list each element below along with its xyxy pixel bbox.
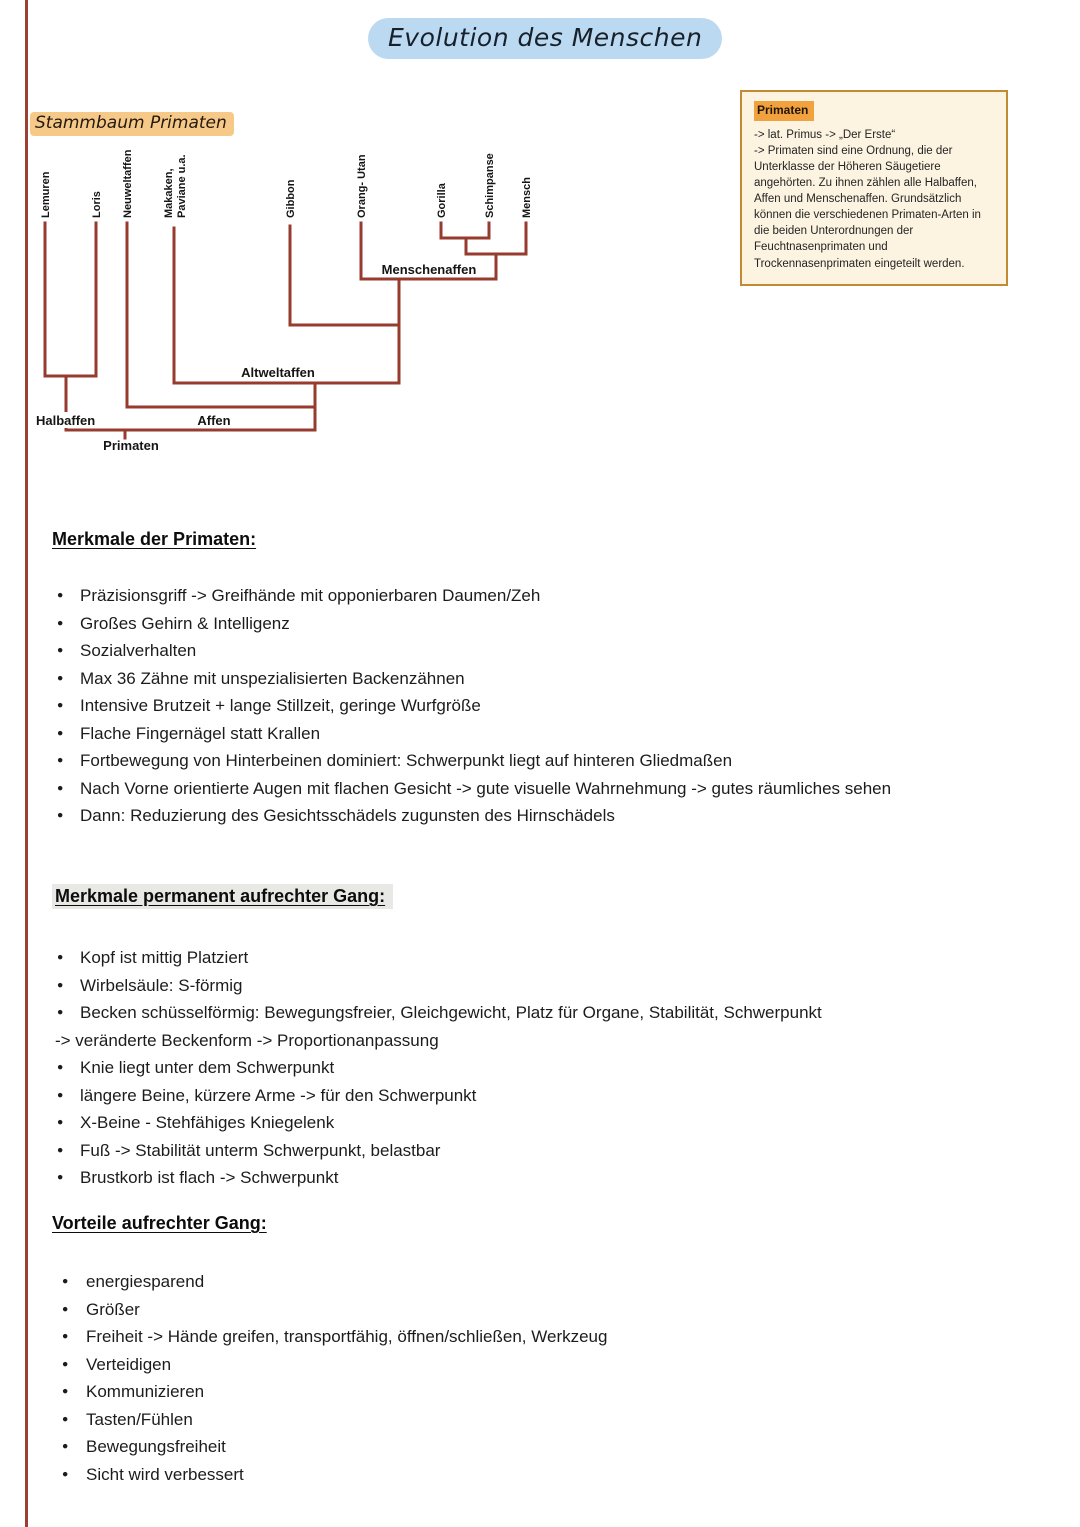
bullet-item: ● Knie liegt unter dem Schwerpunkt [52,1054,1060,1082]
section-heading: Merkmale der Primaten: [52,529,257,549]
section-merkmale-primaten [52,528,1060,830]
bullet-item: ● Präzisionsgriff -> Greifhände mit opponierbaren Daumen/Zeh [52,582,1060,610]
tree-node-halbaffen: Halbaffen [36,413,96,428]
bullet-item: ● Verteidigen [52,1351,1060,1379]
bullet-item: ● Großes Gehirn & Intelligenz [52,610,1060,638]
bullet-list [52,944,1060,1192]
bullet-item: ● Intensive Brutzeit + lange Stillzeit, geringe Wurfgröße [52,692,1060,720]
tree-leaf-neuweltaffen: Neuweltaffen [122,149,134,218]
bullet-item: ● Kopf ist mittig Platziert [52,944,1060,972]
bullet-item: ● Bewegungsfreiheit [52,1433,1060,1461]
bullet-item: ● Kommunizieren [52,1378,1060,1406]
tree-leaf-orang-utan: Orang- Utan [356,154,368,218]
bullet-item: ● längere Beine, kürzere Arme -> für den Schwerpunkt [52,1082,1060,1110]
info-box-line1: -> lat. Primus -> „Der Erste“ [754,128,896,141]
bullet-list [52,1268,1060,1488]
section-heading: Vorteile aufrechter Gang: [52,1213,267,1233]
tree-node-menschenaffen: Menschenaffen [381,262,477,277]
info-box-title: Primaten [754,101,814,121]
note-line: -> veränderte Beckenform -> Proportionanpassung [55,1030,439,1050]
section-heading: Merkmale permanent aufrechter Gang: [52,884,393,909]
bullet-item: ● Nach Vorne orientierte Augen mit flachen Gesicht -> gute visuelle Wahrnehmung -> gutes räumliches sehen [52,775,1060,803]
info-box-body: -> Primaten sind eine Ordnung, die der Unterklasse der Höheren Säugetiere angehörten. Zu ihnen zählen alle Halbaffen, Affen und Menschenaffen. Grundsätzlich können die verschiedenen Primaten-Arten in die beiden Unterordnungen der Feuchtnasenprimaten und Trockennasenprimaten eingeteilt werden. [754,144,981,270]
bullet-item: ● Größer [52,1296,1060,1324]
bullet-list [52,582,1060,830]
tree-lines [45,223,526,438]
tree-node-altweltaffen: Altweltaffen [241,365,315,380]
bullet-item: ● Wirbelsäule: S-förmig [52,972,1060,1000]
tree-leaf-schimpanse: Schimpanse [484,153,496,218]
bullet-item: ● Becken schüsselförmig: Bewegungsfreier, Gleichgewicht, Platz für Organe, Stabilität, Schwerpunkt [52,999,1060,1027]
bullet-item: ● Freiheit -> Hände greifen, transportfähig, öffnen/schließen, Werkzeug [52,1323,1060,1351]
primaten-info-box [740,90,1008,286]
bullet-item: ● Max 36 Zähne mit unspezialisierten Backenzähnen [52,665,1060,693]
tree-leaf-gibbon: Gibbon [285,179,297,218]
bullet-item: ● Brustkorb ist flach -> Schwerpunkt [52,1164,1060,1192]
bullet-item: ● Dann: Reduzierung des Gesichtsschädels zugunsten des Hirnschädels [52,802,1060,830]
bullet-item: ● Sicht wird verbessert [52,1461,1060,1489]
bullet-item: ● Tasten/Fühlen [52,1406,1060,1434]
page-title: Evolution des Menschen [388,23,703,52]
section-aufrechter-gang [52,884,1060,1192]
bullet-item: ● energiesparend [52,1268,1060,1296]
bullet-item: ● Flache Fingernägel statt Krallen [52,720,1060,748]
primate-phylogenetic-tree [0,0,720,470]
tree-node-primaten: Primaten [103,438,159,453]
tree-caption-highlight [30,112,234,136]
section-vorteile [52,1212,1060,1488]
tree-leaf-lemuren: Lemuren [40,171,52,218]
tree-caption-label: Stammbaum Primaten [35,113,227,133]
bullet-item: ● X-Beine - Stehfähiges Kniegelenk [52,1109,1060,1137]
bullet-item: ● Sozialverhalten [52,637,1060,665]
tree-leaf-loris: Loris [91,191,103,218]
tree-leaf-makaken: Makaken, [163,168,175,218]
bullet-item: ● Fortbewegung von Hinterbeinen dominiert: Schwerpunkt liegt auf hinteren Gliedmaßen [52,747,1060,775]
bullet-item: ● Fuß -> Stabilität unterm Schwerpunkt, belastbar [52,1137,1060,1165]
tree-leaf-mensch: Mensch [521,177,533,218]
tree-leaf-gorilla: Gorilla [436,183,448,218]
tree-node-affen: Affen [197,413,231,428]
tree-leaf-paviane: Paviane u.a. [176,154,188,218]
